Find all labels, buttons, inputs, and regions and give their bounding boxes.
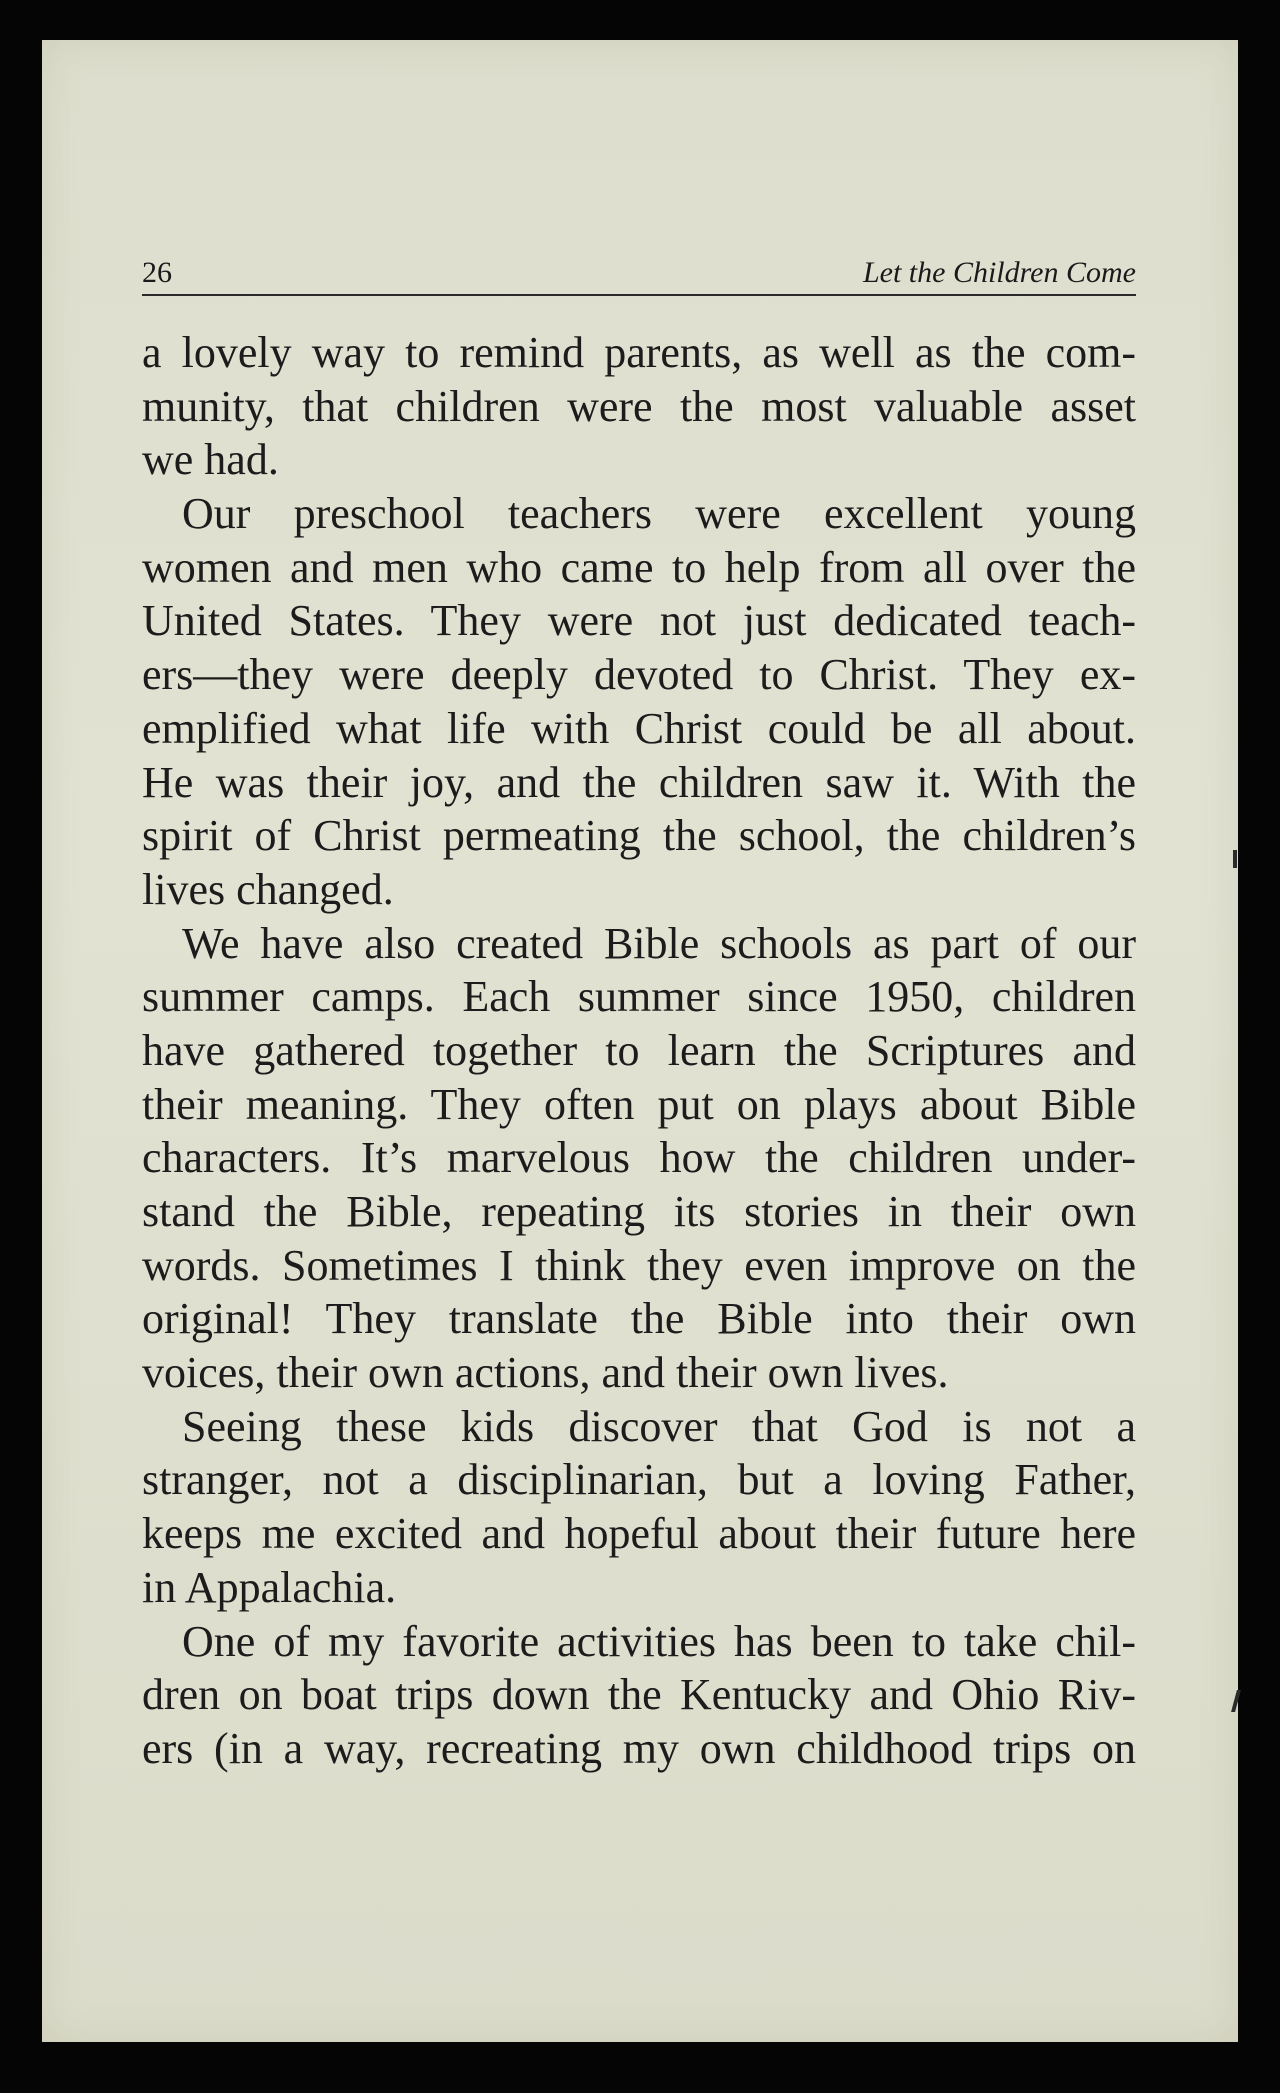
text-line: words. Sometimes I think they even improve on the xyxy=(142,1240,1136,1290)
text-line: voices, their own actions, and their own lives. xyxy=(142,1348,949,1398)
text-line: We have also created Bible schools as part of our xyxy=(182,918,1136,968)
body-text xyxy=(142,326,1136,1776)
text-line: a lovely way to remind parents, as well as the com- xyxy=(142,328,1136,377)
text-line: stand the Bible, repeating its stories in their own xyxy=(142,1187,1136,1236)
text-line: He was their joy, and the children saw it. With the xyxy=(142,757,1136,807)
text-line: women and men who came to help from all over the xyxy=(142,542,1136,592)
text-line: lives changed. xyxy=(142,864,394,914)
text-line: characters. It’s marvelous how the children under- xyxy=(142,1133,1136,1183)
text-line: One of my favorite activities has been to take chil- xyxy=(182,1616,1136,1666)
text-line: ers (in a way, recreating my own childhood trips on xyxy=(142,1723,1136,1773)
text-line: in Appalachia. xyxy=(142,1562,397,1612)
text-line: spirit of Christ permeating the school, the children’s xyxy=(142,811,1136,861)
page-header xyxy=(142,250,1136,296)
text-line: Our preschool teachers were excellent young xyxy=(182,489,1136,539)
text-line: ers—they were deeply devoted to Christ. They ex- xyxy=(142,650,1136,700)
page-number: 26 xyxy=(142,256,172,289)
text-line: original! They translate the Bible into their own xyxy=(142,1294,1136,1344)
text-line: Seeing these kids discover that God is not a xyxy=(182,1401,1136,1451)
text-line: munity, that children were the most valuable asset xyxy=(142,381,1136,431)
text-line: their meaning. They often put on plays about Bible xyxy=(142,1079,1136,1129)
text-line: summer camps. Each summer since 1950, children xyxy=(142,972,1136,1022)
text-line: emplified what life with Christ could be all about. xyxy=(142,703,1136,753)
text-line: United States. They were not just dedicated teach- xyxy=(142,596,1136,646)
text-line: keeps me excited and hopeful about their future here xyxy=(142,1509,1136,1559)
text-line: stranger, not a disciplinarian, but a loving Father, xyxy=(142,1455,1136,1505)
page-edge-mark xyxy=(1233,850,1237,868)
running-title: Let the Children Come xyxy=(862,256,1136,289)
text-line: we had. xyxy=(142,435,279,485)
text-line: have gathered together to learn the Scriptures and xyxy=(142,1025,1136,1075)
text-line: dren on boat trips down the Kentucky and Ohio Riv- xyxy=(142,1670,1136,1720)
